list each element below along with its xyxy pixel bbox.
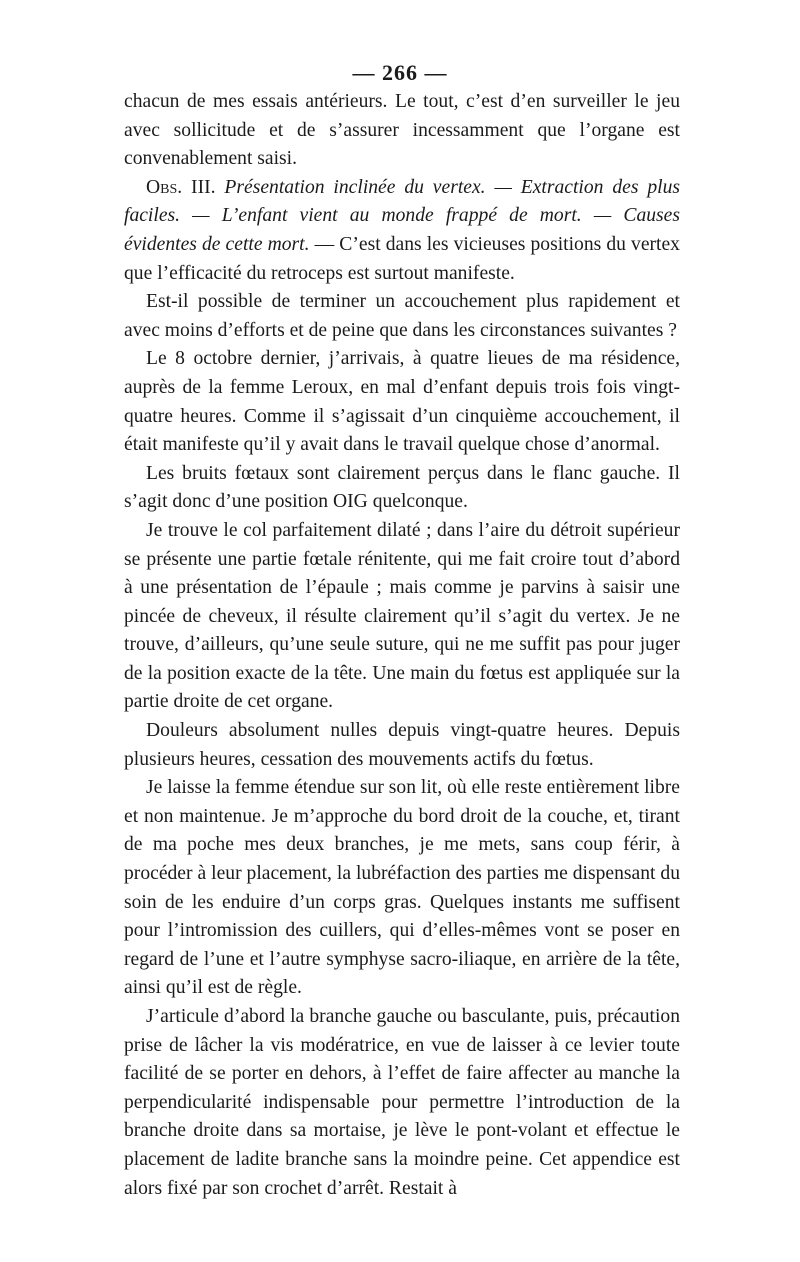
observation-title: Présentation inclinée du vertex. — Extraction des plus faciles. — L’enfant vient au monde frappé de mort. — Causes évidentes de cette mort. [124, 176, 680, 255]
paragraph-articulation: J’articule d’abord la branche gauche ou basculante, puis, précaution prise de lâcher la vis modératrice, en vue de laisser à ce levier toute facilité de se porter en dehors, à l’effet de faire affecter au manche la perpendicularité indispensable pour permettre l’introduction de la branche droite dans sa mortaise, je lève le pont-volant et effectue le placement de ladite branche sans la moindre peine. Cet appendice est alors fixé par son crochet d’arrêt. Restait à [124, 1006, 680, 1199]
paragraph-placement: Je laisse la femme étendue sur son lit, où elle reste entièrement libre et non maintenue. Je m’approche du bord droit de la couche, et, tirant de ma poche mes deux branches, je me mets, sans coup férir, à procéder à leur placement, la lubréfaction des parties me dispensant du soin de les enduire d’un corps gras. Quelques instants me suffisent pour l’intromission des cuillers, qui d’elles-mêmes vont se poser en regard de l’une et l’autre symphyse sacro-iliaque, en arrière de la tête, ainsi qu’il est de règle. [124, 777, 680, 999]
paragraph-question: Est-il possible de terminer un accouchement plus rapidement et avec moins d’efforts et de peine que dans les circonstances suivantes ? [124, 291, 680, 341]
paragraph-pains: Douleurs absolument nulles depuis vingt-quatre heures. Depuis plusieurs heures, cessation des mouvements actifs du fœtus. [124, 720, 680, 770]
paragraph-continuation: chacun de mes essais antérieurs. Le tout, c’est d’en surveiller le jeu avec sollicitude et de s’assurer incessamment que l’organe est convenablement saisi. [124, 91, 680, 170]
page-body [124, 88, 680, 1203]
paragraph-fetal-sounds: Les bruits fœtaux sont clairement perçus dans le flanc gauche. Il s’agit donc d’une position OIG quelconque. [124, 462, 680, 513]
paragraph-examination: Je trouve le col parfaitement dilaté ; dans l’aire du détroit supérieur se présente une partie fœtale rénitente, qui me fait croire tout d’abord à une présentation de l’épaule ; mais comme je parvins à saisir une pincée de cheveux, il résulte clairement qu’il s’agit du vertex. Je ne trouve, d’ailleurs, qu’une seule suture, qui ne me suffit pas pour juger de la position exacte de la tête. Une main du fœtus est appliquée sur la partie droite de cet organe. [124, 519, 680, 713]
observation-text: — C’est dans les vicieuses positions du vertex que l’efficacité du retroceps est surtout manifeste. [124, 233, 680, 284]
observation-label: Obs. III. [146, 176, 216, 198]
observation-heading-paragraph [124, 174, 680, 288]
paragraph-arrival: Le 8 octobre dernier, j’arrivais, à quatre lieues de ma résidence, auprès de la femme Leroux, en mal d’enfant depuis trois fois vingt-quatre heures. Comme il s’agissait d’un cinquième accouchement, il était manifeste qu’il y avait dans le travail quelque chose d’anormal. [124, 348, 680, 456]
page-number: — 266 — [352, 60, 448, 85]
